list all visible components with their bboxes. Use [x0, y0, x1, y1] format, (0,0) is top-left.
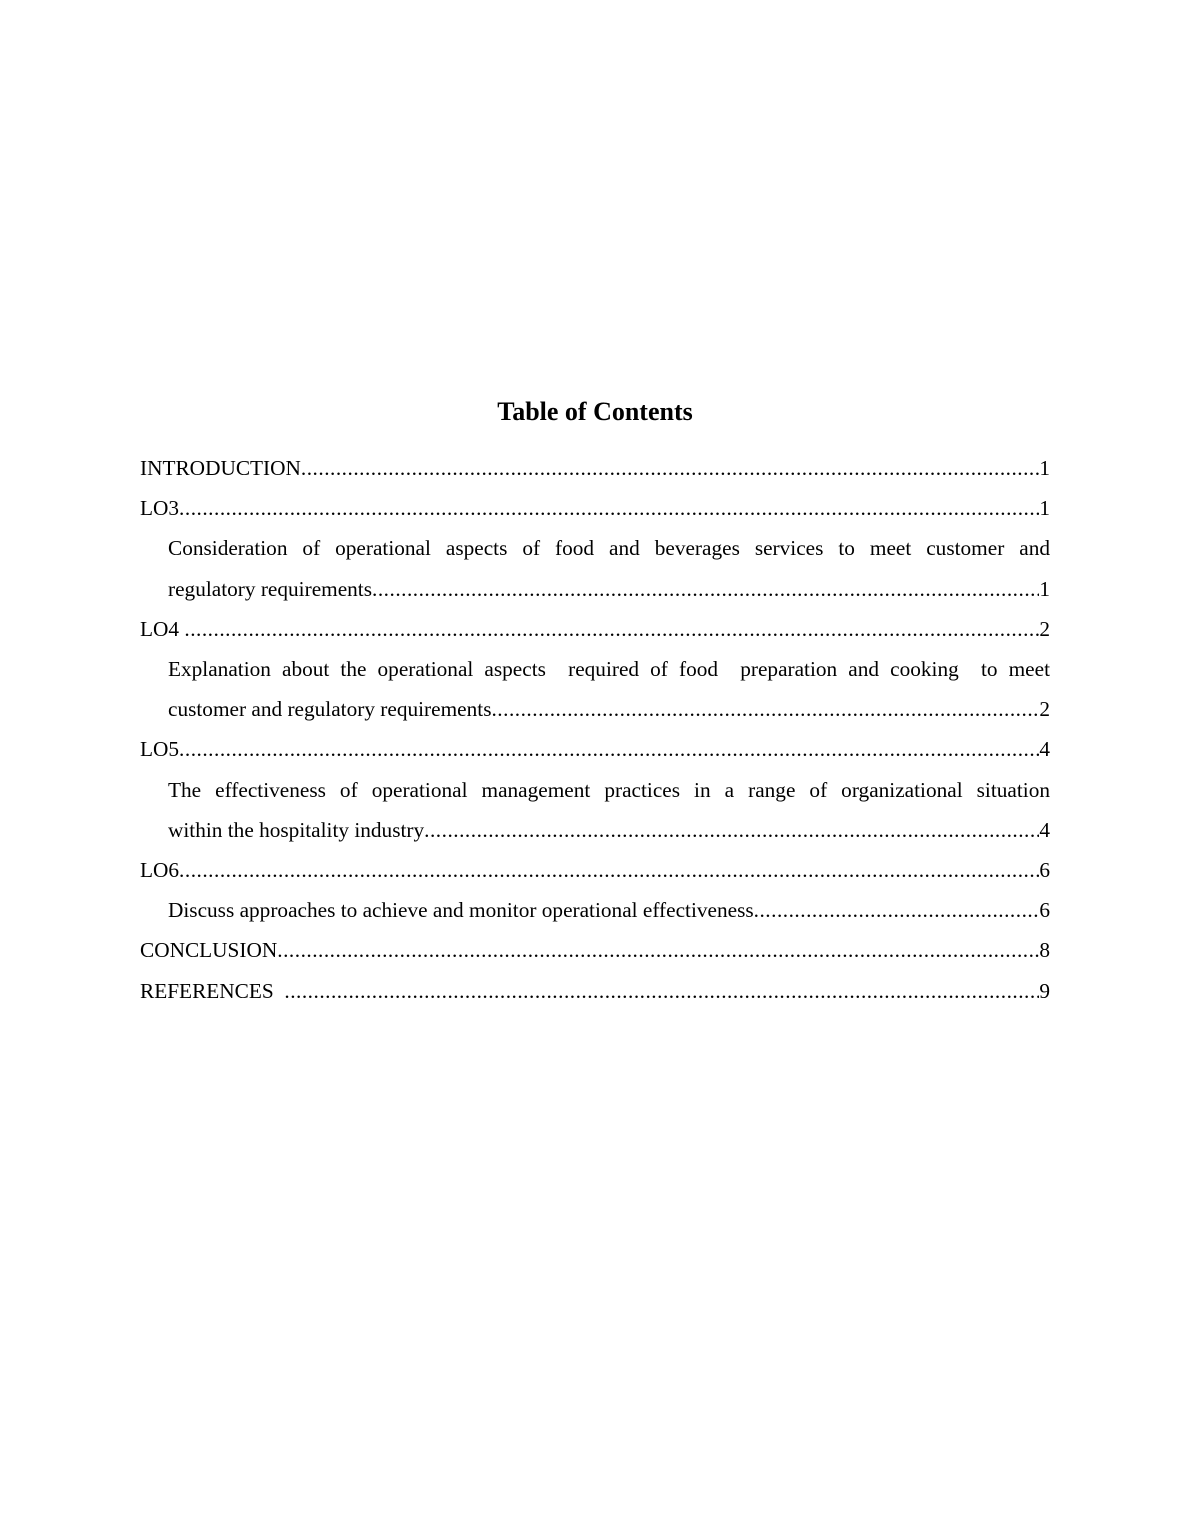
toc-entry-text: Explanation about the operational aspects required of food preparation and cooking to meet — [168, 657, 1050, 682]
toc-title: Table of Contents — [497, 397, 693, 426]
toc-entry-lo3[interactable] — [140, 488, 1050, 528]
toc-entry-label: customer and regulatory requirements — [168, 697, 492, 722]
toc-entry-label: Discuss approaches to achieve and monitor operational effectiveness — [168, 898, 754, 923]
toc-page-number: 6 — [1039, 858, 1050, 883]
dot-leader — [754, 890, 1040, 930]
toc-subentry-lo6[interactable] — [168, 890, 1050, 930]
toc-entry-label: LO6 — [140, 858, 180, 883]
dot-leader — [424, 810, 1039, 850]
toc-entry-references[interactable] — [140, 971, 1050, 1011]
dot-leader — [372, 569, 1039, 609]
toc-entry-label: LO4 — [140, 616, 185, 641]
toc-entry-text: The effectiveness of operational management practices in a range of organizational situation — [168, 777, 1050, 802]
toc-subentry-lo4[interactable] — [168, 649, 1050, 729]
toc-subentry-lo3[interactable] — [168, 528, 1050, 608]
dot-leader — [179, 850, 1039, 890]
toc-entry-label: LO3 — [140, 496, 180, 521]
toc-page-number: 9 — [1039, 978, 1050, 1003]
toc-page-number: 4 — [1039, 737, 1050, 762]
dot-leader — [184, 609, 1039, 649]
toc-page-number: 2 — [1039, 697, 1050, 722]
toc-entry-label: within the hospitality industry — [168, 817, 425, 842]
toc-page-number: 1 — [1039, 456, 1050, 480]
toc-entry-lo6[interactable] — [140, 850, 1050, 890]
dot-leader — [179, 488, 1039, 528]
toc-page-number: 1 — [1039, 496, 1050, 521]
toc-entry-lo5[interactable] — [140, 729, 1050, 769]
toc-page-number: 1 — [1039, 576, 1050, 601]
toc-entry-lo4[interactable] — [140, 609, 1050, 649]
dot-leader — [491, 689, 1039, 729]
toc-entry-label: REFERENCES — [140, 978, 285, 1003]
toc-entry-introduction[interactable] — [140, 448, 1050, 488]
toc-page-number: 2 — [1039, 616, 1050, 641]
dot-leader — [284, 971, 1039, 1011]
dot-leader — [179, 729, 1039, 769]
toc-entry-label: LO5 — [140, 737, 180, 762]
dot-leader — [277, 930, 1039, 970]
dot-leader — [301, 448, 1039, 488]
toc-entry-label: regulatory requirements — [168, 576, 373, 601]
toc-subentry-lo5[interactable] — [168, 770, 1050, 850]
toc-page-number: 6 — [1039, 898, 1050, 923]
toc-page-number: 8 — [1039, 938, 1050, 963]
toc-entry-label: INTRODUCTION — [140, 456, 301, 480]
toc-page-number: 4 — [1039, 817, 1050, 842]
toc-entry-text: Consideration of operational aspects of food and beverages services to meet customer and — [168, 536, 1050, 561]
toc-entry-label: CONCLUSION — [140, 938, 278, 963]
table-of-contents — [140, 448, 1050, 1011]
toc-entry-conclusion[interactable] — [140, 930, 1050, 970]
